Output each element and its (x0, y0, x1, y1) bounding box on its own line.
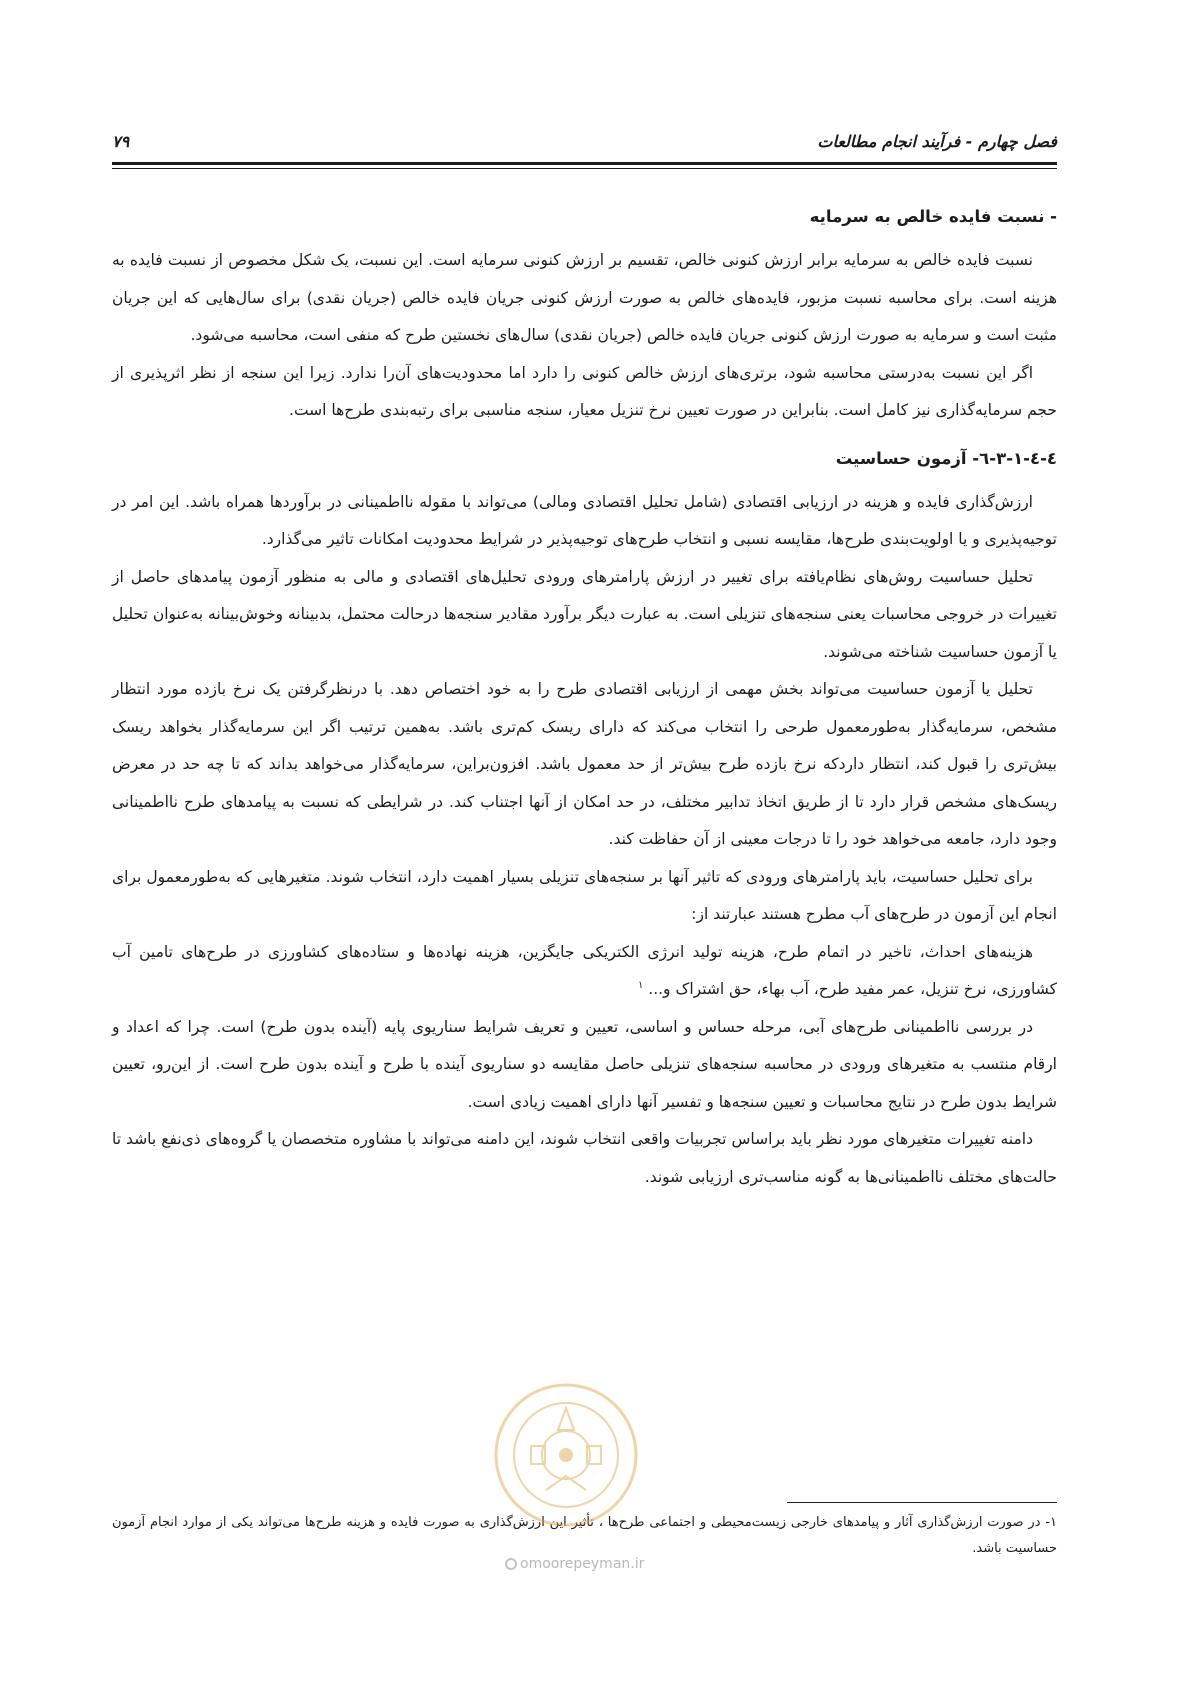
document-page (112, 0, 1057, 1684)
page-content (112, 202, 1057, 1196)
page-header (112, 128, 1057, 160)
footnote-separator (787, 1502, 1057, 1503)
footnote-text: ١- در صورت ارزش‌گذاری آثار و پیامدهای خارجی زیست‌محیطی و اجتماعی طرح‌ها ، تأثیر این ارزش‌گذاری به صورت فایده و هزینه طرح‌ها می‌تواند یکی از موارد انجام آزمون حساسیت باشد. (112, 1515, 1057, 1556)
paragraph-text: هزینه‌های احداث، تاخیر در اتمام طرح، هزینه تولید انرژی الکتریکی جایگزین، هزینه نهاده‌ها و ستاده‌های کشاورزی در طرح‌های تامین آب کشاورزی، نرخ تنزیل، عمر مفید طرح، آب بهاء، حق اشتراک و... (112, 942, 1057, 998)
paragraph: ارزش‌گذاری فایده و هزینه در ارزیابی اقتصادی (شامل تحلیل اقتصادی ومالی) می‌تواند با مقوله نااطمینانی در برآوردها همراه باشد. این امر در توجیه‌پذیری و یا اولویت‌بندی طرح‌ها، مقایسه نسبی و انتخاب طرح‌های توجیه‌پذیر در شرایط محدودیت امکانات تاثیر می‌گذارد. (112, 492, 1057, 548)
watermark-url (505, 1556, 644, 1572)
heading-net-benefit-capital-ratio: - نسبت فایده خالص به سرمایه (809, 207, 1057, 226)
watermark-url-text: omoorepeyman.ir (520, 1556, 645, 1572)
chapter-title: فصل چهارم - فرآیند انجام مطالعات (817, 132, 1057, 151)
paragraph: در بررسی نااطمینانی طرح‌های آبی، مرحله حساس و اساسی، تعیین و تعریف شرایط سناریوی پایه (آینده بدون طرح) است. چرا که اعداد و ارقام منتسب به متغیرهای ورودی در محاسبه سنجه‌های تنزیلی حاصل مقایسه دو سناریوی آینده با طرح و آینده بدون طرح است. از این‌رو، تعیین شرایط بدون طرح در نتایج محاسبات و تعیین سنجه‌ها و تفسیر آنها دارای اهمیت زیادی است. (112, 1017, 1057, 1111)
heading-sensitivity-test: ٤-٤-١-٣-٦- آزمون حساسیت (835, 448, 1057, 468)
globe-icon (505, 1558, 517, 1570)
paragraph-with-footnote (112, 934, 1057, 1009)
page-number: ۷۹ (112, 132, 130, 151)
paragraph: اگر این نسبت به‌درستی محاسبه شود، برتری‌های ارزش خالص کنونی را دارد اما محدودیت‌های آن‌را ندارد. زیرا این سنجه از نظر اثرپذیری از حجم سرمایه‌گذاری نیز کامل است. بنابراین در صورت تعیین نرخ تنزیل معیار، سنجه مناسبی برای رتبه‌بندی طرح‌ها است. (112, 363, 1057, 419)
paragraph: تحلیل حساسیت روش‌های نظام‌یافته برای تغییر در ارزش پارامترهای ورودی تحلیل‌های اقتصادی و مالی به منظور آزمون پیامدهای حاصل از تغییرات در خروجی محاسبات یعنی سنجه‌های تنزیلی است. به عبارت دیگر برآورد مقادیر سنجه‌ها درحالت محتمل، بدبینانه وخوش‌بینانه به‌عنوان تحلیل یا آزمون حساسیت شناخته می‌شوند. (112, 567, 1057, 661)
paragraph: دامنه تغییرات متغیرهای مورد نظر باید براساس تجربیات واقعی انتخاب شوند، این دامنه می‌تواند با مشاوره متخصصان یا گروه‌های ذی‌نفع باشد تا حالت‌های مختلف نااطمینانی‌ها به گونه مناسب‌تری ارزیابی شوند. (112, 1130, 1057, 1186)
paragraph: برای تحلیل حساسیت، باید پارامترهای ورودی که تاثیر آنها بر سنجه‌های تنزیلی بسیار اهمیت دارد، انتخاب شوند. متغیرهایی که به‌طورمعمول برای انجام این آزمون در طرح‌های آب مطرح هستند عبارتند از: (112, 867, 1057, 923)
paragraph: نسبت فایده خالص به سرمایه برابر ارزش کنونی خالص، تقسیم بر ارزش کنونی سرمایه است. این نسبت، یک شکل مخصوص از نسبت فایده به هزینه است. برای محاسبه نسبت مزبور، فایده‌های خالص به صورت ارزش کنونی جریان فایده خالص (جریان نقدی) برای سال‌هایی که این جریان مثبت است و سرمایه به صورت ارزش کنونی جریان فایده خالص (جریان نقدی) سال‌های نخستین طرح که منفی است، محاسبه می‌شود. (112, 251, 1057, 344)
paragraph: تحلیل یا آزمون حساسیت می‌تواند بخش مهمی از ارزیابی اقتصادی طرح را به خود اختصاص دهد. با درنظرگرفتن یک نرخ بازده مورد انتظار مشخص، سرمایه‌گذار به‌طورمعمول طرحی را انتخاب می‌کند که دارای ریسک کم‌تری باشد. به‌همین ترتیب اگر این سرمایه‌گذار بخواهد ریسک بیش‌تری را قبول کند، انتظار داردکه نرخ بازده طرح بیش‌تر از حد معمول باشد. افزون‌براین، سرمایه‌گذار می‌خواهد بداند که تا چه حد در معرض ریسک‌های مشخص قرار دارد تا از طریق اتخاذ تدابیر مختلف، در حد امکان از آنها اجتناب کند. در شرایطی که نسبت به پیامدهای طرح نااطمینانی وجود دارد، جامعه می‌خواهد خود را تا درجات معینی از آن حفاظت کند. (112, 680, 1057, 848)
header-rule-thick (112, 162, 1057, 165)
footnote-marker: ١ (637, 979, 644, 991)
header-rule-thin (112, 168, 1057, 169)
